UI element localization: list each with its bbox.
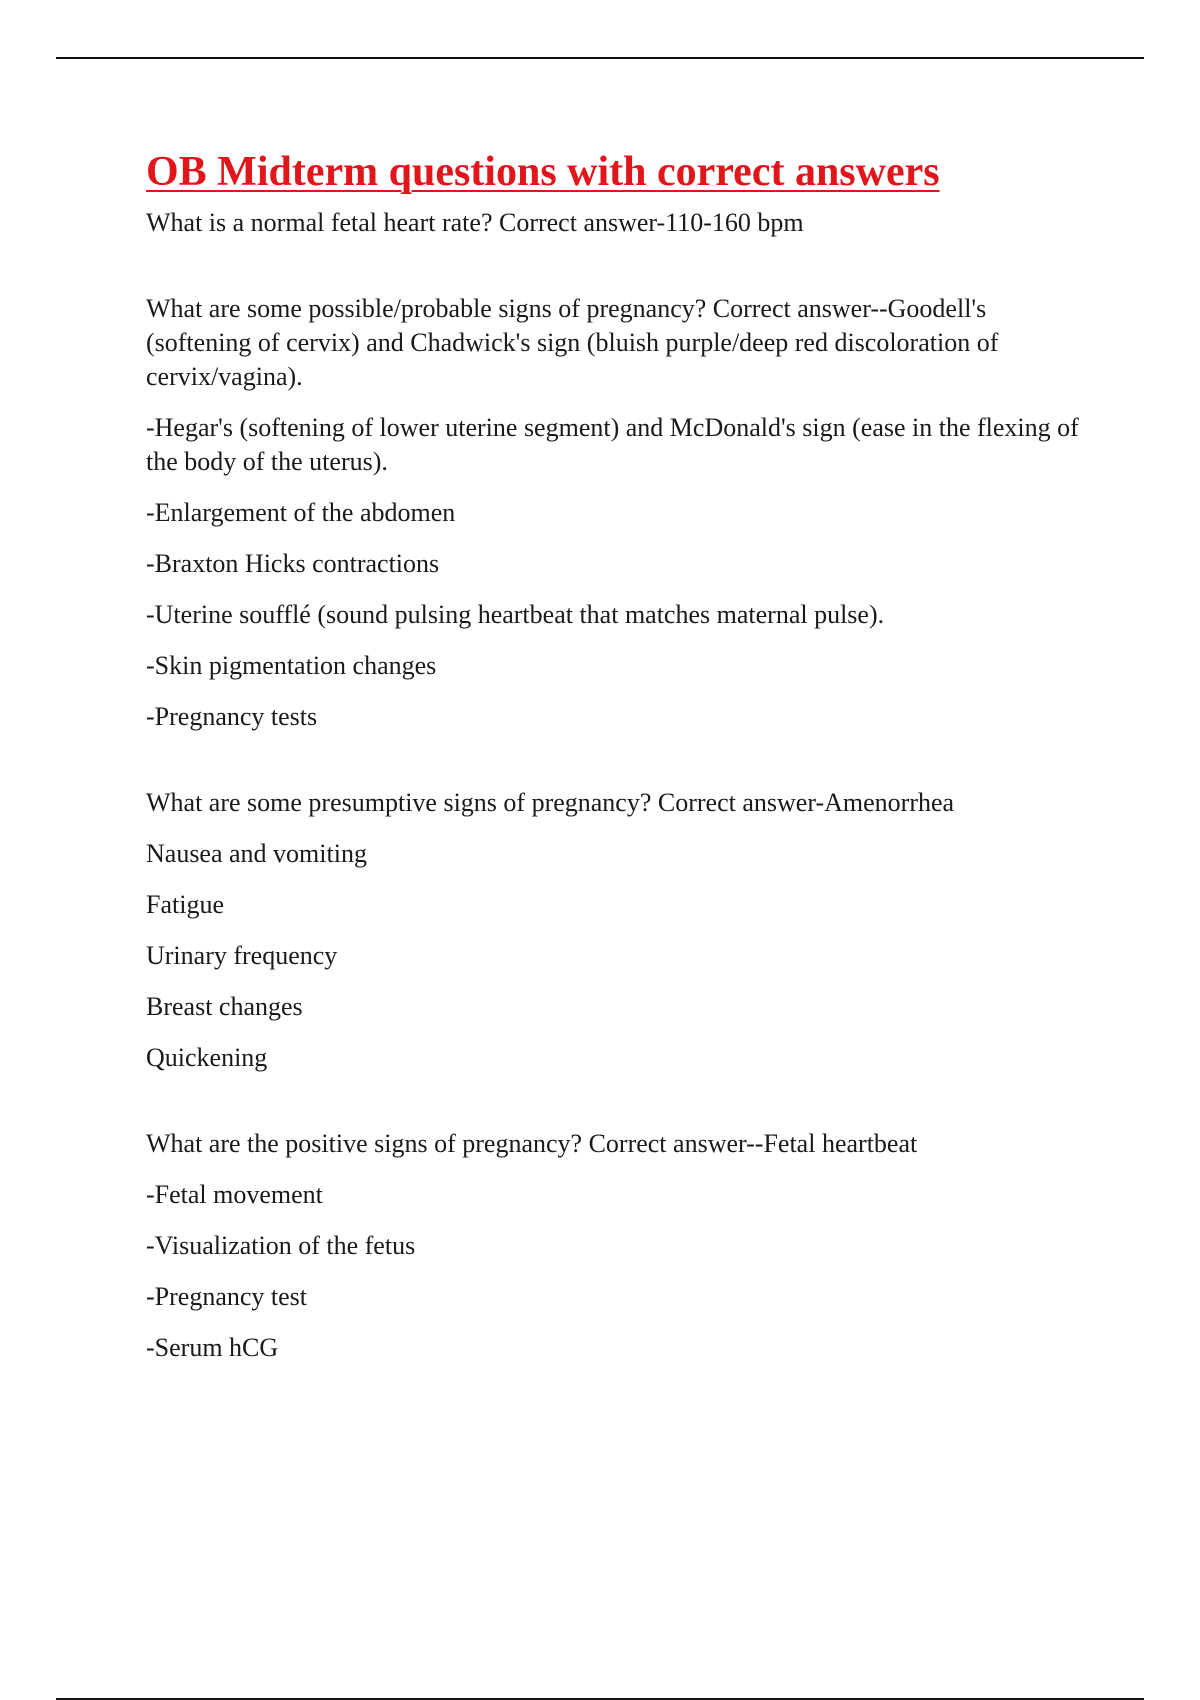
list-item: -Enlargement of the abdomen <box>146 498 456 527</box>
question-answer-line: What are the positive signs of pregnancy? Correct answer--Fetal heartbeat <box>146 1129 918 1158</box>
top-rule <box>56 57 1144 59</box>
list-item: -Braxton Hicks contractions <box>146 549 440 578</box>
list-item: -Pregnancy test <box>146 1282 308 1311</box>
list-item: Quickening <box>146 1043 268 1072</box>
question-answer-line: What are some possible/probable signs of pregnancy? Correct answer--Goodell's (softening of cervix) and Chadwick's sign (bluish purple/deep red discoloration of cervix/vagina). <box>146 294 999 391</box>
list-item: -Fetal movement <box>146 1180 323 1209</box>
list-item: Fatigue <box>146 890 224 919</box>
qa-block-fetal-heart-rate <box>146 206 1086 240</box>
qa-block-probable-signs <box>146 292 1086 734</box>
document-title: OB Midterm questions with correct answers <box>146 149 940 195</box>
qa-block-positive-signs <box>146 1127 1086 1365</box>
question-answer-line: What is a normal fetal heart rate? Correct answer-110-160 bpm <box>146 208 804 237</box>
list-item: -Hegar's (softening of lower uterine segment) and McDonald's sign (ease in the flexing of the body of the uterus). <box>146 413 1079 476</box>
list-item: -Serum hCG <box>146 1333 279 1362</box>
list-item: -Skin pigmentation changes <box>146 651 437 680</box>
list-item: Urinary frequency <box>146 941 338 970</box>
list-item: -Uterine soufflé (sound pulsing heartbeat that matches maternal pulse). <box>146 600 885 629</box>
list-item: -Visualization of the fetus <box>146 1231 416 1260</box>
list-item: Nausea and vomiting <box>146 839 367 868</box>
qa-block-presumptive-signs <box>146 786 1086 1075</box>
question-answer-line: What are some presumptive signs of pregnancy? Correct answer-Amenorrhea <box>146 788 955 817</box>
document-body <box>146 146 1086 1382</box>
list-item: -Pregnancy tests <box>146 702 318 731</box>
list-item: Breast changes <box>146 992 303 1021</box>
